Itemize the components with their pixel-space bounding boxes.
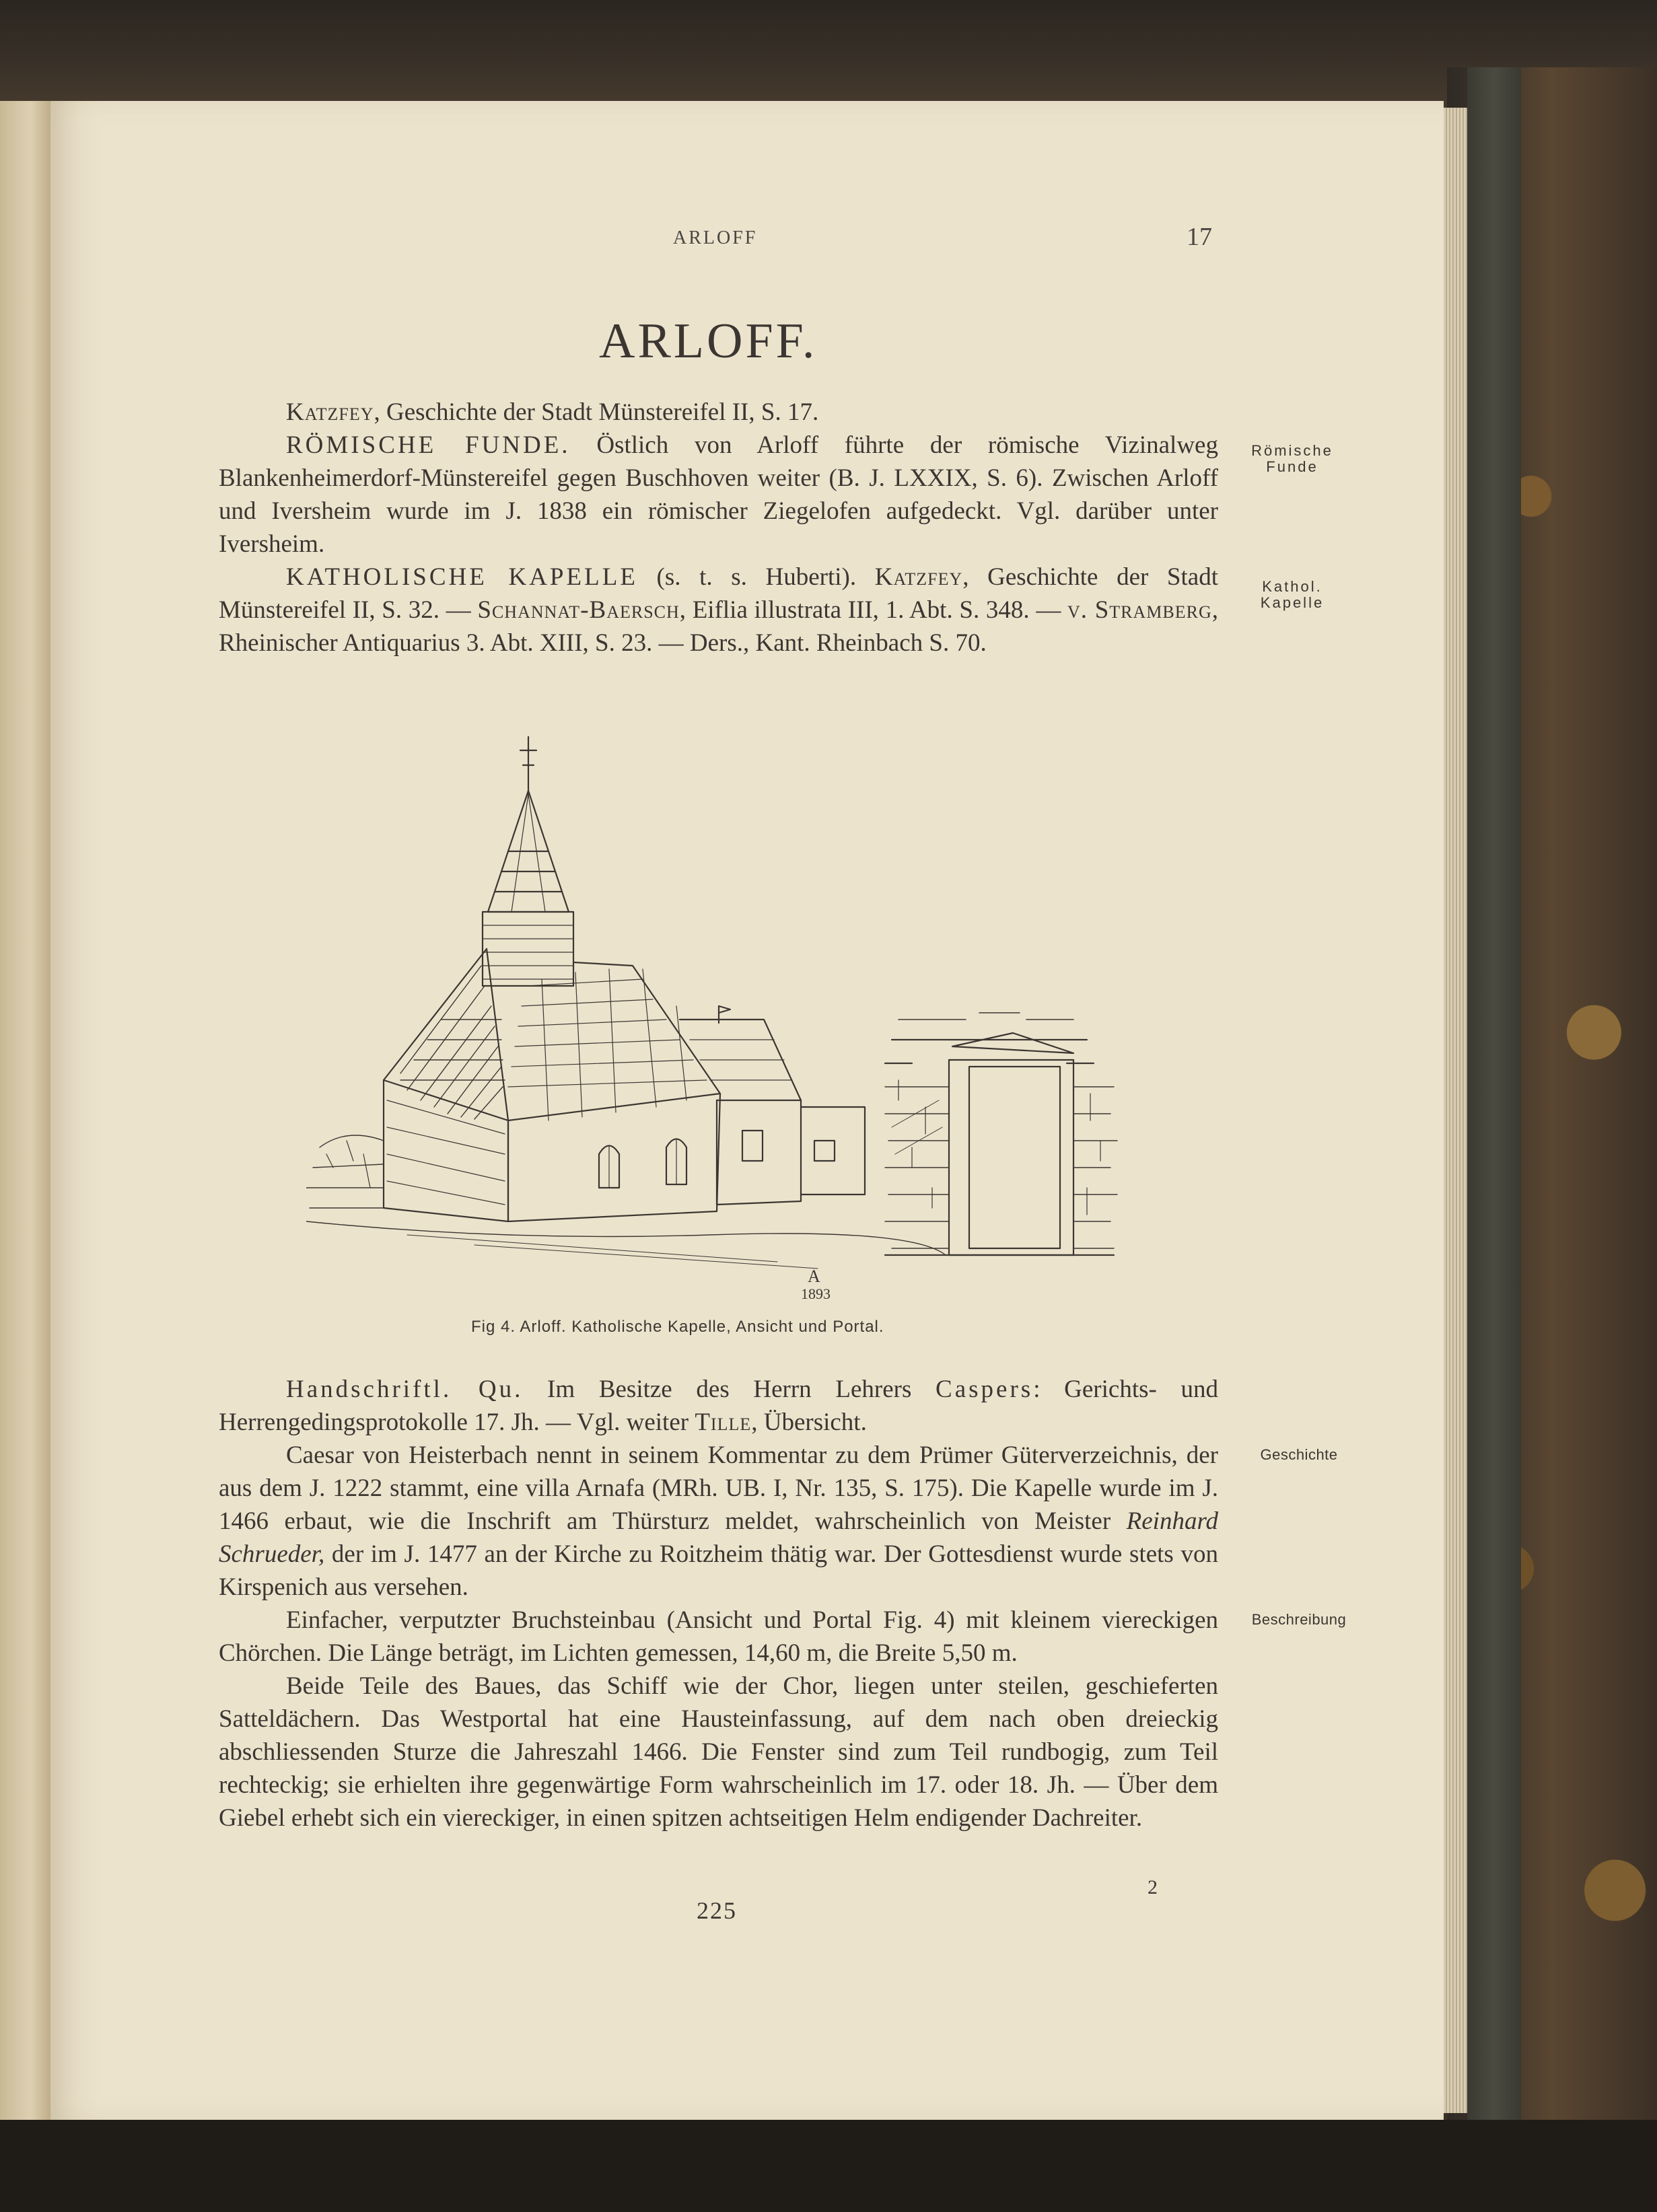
year-mark: 1893 [801,1285,831,1302]
margin-note-history: Geschichte [1260,1446,1338,1463]
margin-note-chapel-line2: Kapelle [1260,594,1325,611]
book-spine [1467,67,1521,2212]
signature-mark: 2 [1148,1876,1158,1898]
margin-note-chapel [1235,579,1349,611]
chancel-window [742,1131,763,1161]
roman-finds-paragraph [219,429,1218,561]
portal-drawing [885,1013,1117,1255]
margin-note-description: Beschreibung [1251,1611,1347,1628]
artist-mark: A [808,1266,820,1286]
chapel-text-1: (s. t. s. Huberti). [637,563,875,591]
chapel-illustration [306,723,1154,1309]
history-paragraph [219,1439,1218,1604]
main-text [219,1373,1218,1834]
bibliography-line [219,396,1218,429]
page-edges [1440,108,1467,2113]
margin-note-roman [1235,443,1349,475]
chapel-text-3: , Eiflia illustrata III, 1. Abt. S. 348. — [679,596,1067,624]
bibliography-text: , Geschichte der Stadt Münstereifel II, S. 17. [374,398,819,426]
roman-finds-text: Östlich von Arloff führte der römische Vizinalweg Blankenheimerdorf-Münstereifel gegen Buschhoven weiter (B. J. LXXIX, S. 6). Zwischen Arloff und Iversheim wurde im J. 1838 ein römischer Ziegelofen aufgedeckt. Vgl. darüber unter Iversheim. [219,431,1218,558]
roman-finds-heading: RÖMISCHE FUNDE. [286,431,571,459]
sources-heading: Handschriftl. Qu. [286,1376,524,1403]
description-paragraph-2: Beide Teile des Baues, das Schiff wie der Chor, liegen unter steilen, geschieferten Satteldächern. Das Westportal hat eine Hausteinfassung, auf dem nach oben dreieckig abschliessenden Sturze die Jahreszahl 1466. Die Fenster sind zum Teil rundbogig, zum Teil rechteckig; sie erhielten ihre gegenwärtige Form wahrscheinlich im 17. oder 18. Jh. — Über dem Giebel erhebt sich ein viereckiger, in einen spitzen achtseitigen Helm endigender Dachreiter. [219,1672,1218,1832]
portal-doorway [949,1060,1073,1255]
sources-author: Tille [695,1408,752,1436]
nave-roof [384,949,720,1120]
chapel-author-1: Katzfey [874,563,963,591]
history-text-end: der im J. 1477 an der Kirche zu Roitzheim thätig war. Der Gottesdienst wurde stets von Kirspenich aus versehen. [219,1540,1218,1601]
binding-top [0,0,1657,118]
margin-note-roman-line2: Funde [1266,458,1318,475]
description-paragraph-1: Einfacher, verputzter Bruchsteinbau (Ansicht und Portal Fig. 4) mit kleinem viereckigen Chörchen. Die Länge beträgt, im Lichten gemessen, 14,60 m, die Breite 5,50 m. [219,1606,1218,1667]
background-bottom [0,2120,1657,2212]
sources-text-2: : Gerichts- und Herrengedingsprotokolle 17. Jh. — Vgl. weiter [219,1376,1219,1436]
chapel-heading: KATHOLISCHE KAPELLE [286,563,638,591]
figure-caption: Fig 4. Arloff. Katholische Kapelle, Ansicht und Portal. [471,1318,884,1336]
margin-note-chapel-line1: Kathol. [1262,578,1323,595]
folio-number: 225 [697,1897,737,1924]
margin-note-roman-line1: Römische [1251,442,1333,459]
chapel-paragraph [219,561,1218,659]
page-number: 17 [1187,223,1212,251]
history-master: Reinhard Schrueder, [219,1507,1218,1568]
sources-paragraph [219,1373,1218,1439]
sources-text-1: Im Besitze des Herrn Lehrers [523,1376,936,1403]
bibliography-author: Katzfey [286,398,374,426]
chapel-author-2: Schannat-Baersch [477,596,680,624]
running-head: ARLOFF [673,227,758,248]
chapel-author-3: v. Stramberg [1067,596,1212,624]
facing-page-edge [0,101,50,2212]
sources-name: Caspers [936,1376,1034,1403]
history-text: Caesar von Heisterbach nennt in seinem Kommentar zu dem Prümer Güterverzeichnis, der aus dem J. 1222 stammt, eine villa Arnafa (MRh. UB. I, Nr. 135, S. 175). Die Kapelle wurde im J. 1466 erbaut, wie die Inschrift am Thürsturz meldet, wahrscheinlich von Meister [219,1441,1218,1535]
intro-text [219,396,1218,659]
chapel-text-4: , Rheinischer Antiquarius 3. Abt. XIII, S. 23. — Ders., Kant. Rheinbach S. 70. [219,596,1218,657]
sources-text-3: , Übersicht. [751,1408,867,1436]
chapel-text-2: , Geschichte der Stadt Münstereifel II, S. 32. — [219,563,1218,624]
page-title: ARLOFF. [599,314,818,369]
